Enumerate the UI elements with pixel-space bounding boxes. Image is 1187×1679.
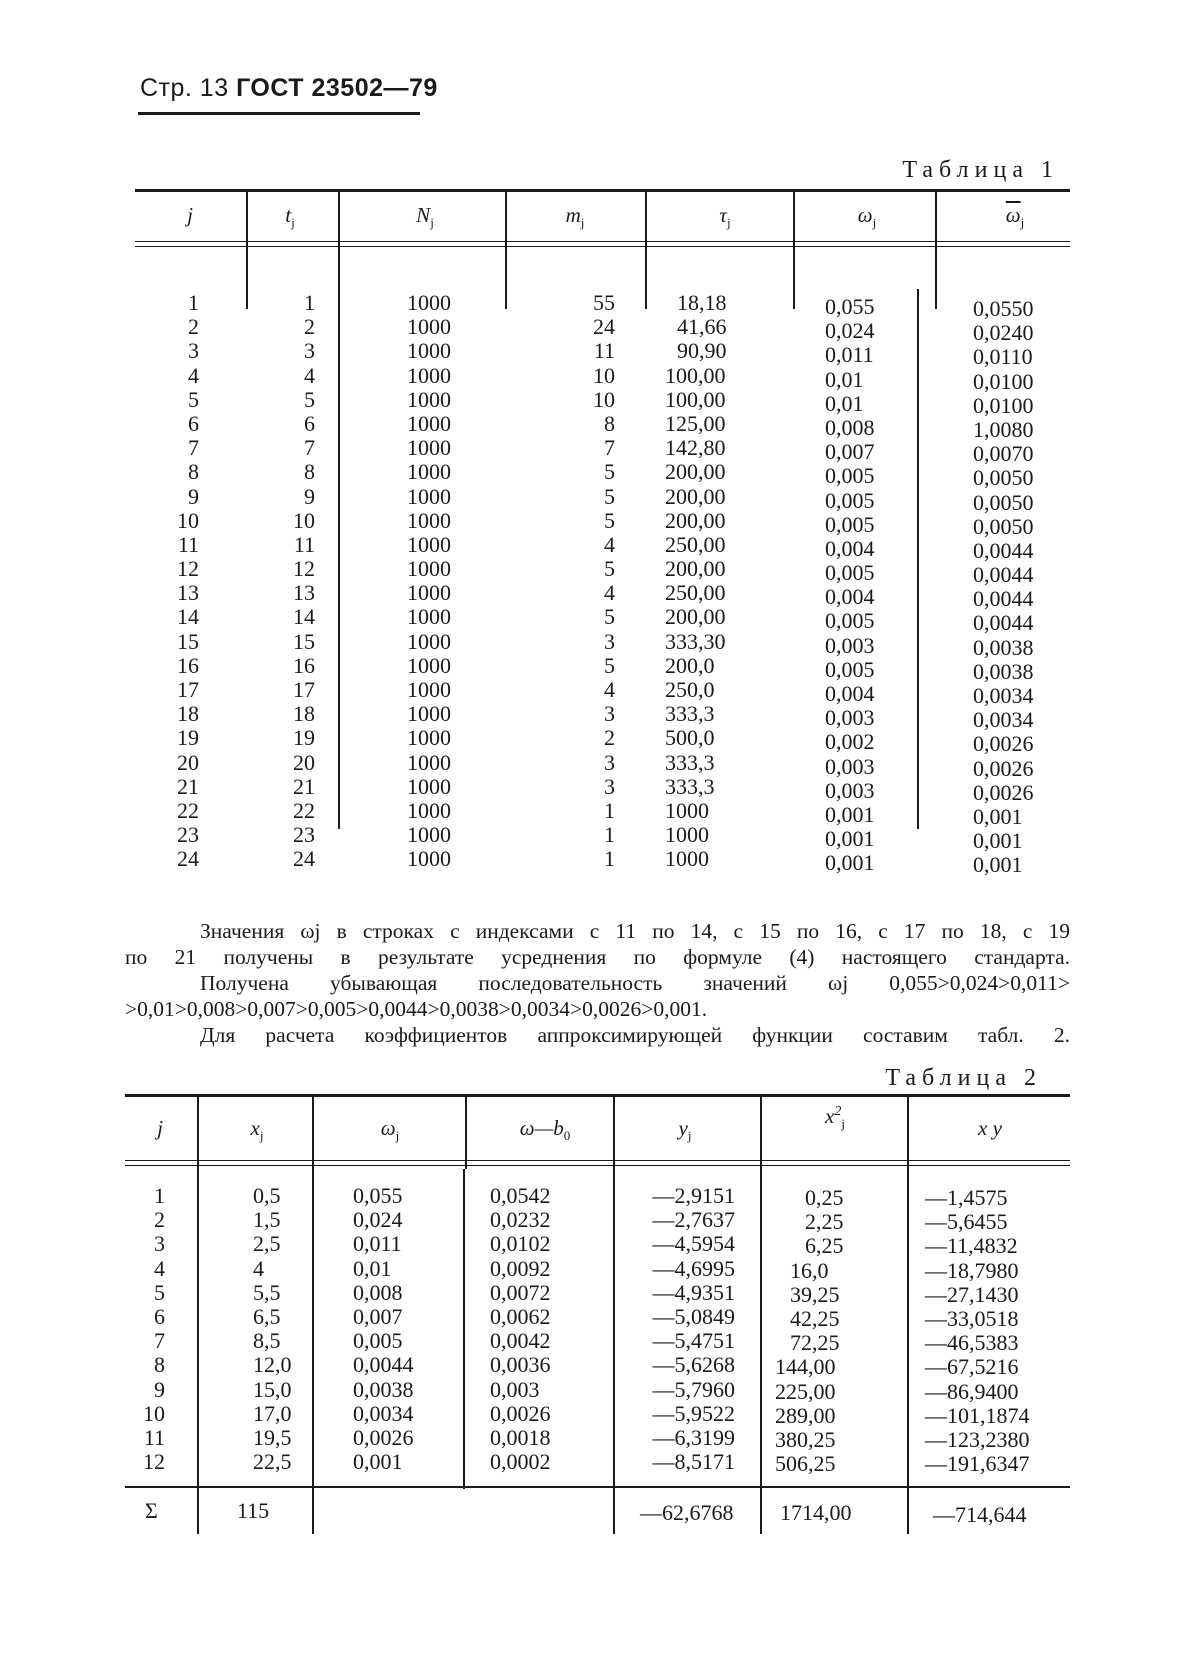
t2-head-j: j	[157, 1116, 163, 1140]
table2-sum-rule	[125, 1486, 1070, 1488]
t1-col-n: 1000 1000 1000 1000 1000 1000 1000 1000 1000 1000 1000 1000 1000 1000 1000 1000 1000 1000 1000 1000 1000 1000 1000 1000	[407, 290, 451, 872]
t2-head-x2: $x^2_j$	[825, 1104, 845, 1132]
table2-divider	[613, 1094, 615, 1534]
t2-sum-xy: —714,644	[933, 1502, 1027, 1527]
t2-head-y: $y_j$	[678, 1116, 692, 1144]
page-number: Стр. 13	[140, 74, 229, 102]
t1-col-omega: 0,055 0,024 0,011 0,01 0,01 0,008 0,007 0,005 0,005 0,005 0,004 0,005 0,004 0,005 0,003 0,005 0,004 0,003 0,002 0,003 0,003 0,001 0,001 0,001	[825, 294, 875, 876]
paragraph-line: Значения ωj в строках с индексами с 11 по 14, с 15 по 16, с 17 по 18, с 19	[200, 919, 1070, 943]
t1-col-tau: 18,18 41,66 90,90 100,00 100,00 125,00 142,80 200,00 200,00 200,00 250,00 200,00 250,00 200,00 333,30 200,0 250,0 333,3 500,0 333,3 333,3 1000 1000 1000	[665, 290, 727, 872]
t1-head-t: $t_j$	[285, 203, 295, 231]
t1-col-m: 55 24 11 10 10 8 7 5 5 5 4 5 4 5 3 5 4 3 2 3 3 1 1 1	[593, 290, 615, 872]
t2-head-omega-b0: $\omega—b_0$	[519, 1116, 571, 1144]
t2-head-xy: x y	[978, 1116, 1002, 1140]
t1-head-omega-bar: $\overline{\omega}_j$	[1005, 203, 1025, 231]
table2-divider	[465, 1094, 467, 1169]
t2-sum-y: —62,6768	[640, 1500, 734, 1525]
table2-top-rule	[125, 1094, 1070, 1097]
t2-head-omega: $\omega_j$	[380, 1116, 400, 1144]
t2-sum-x: 115	[237, 1498, 270, 1523]
body-text	[125, 918, 1070, 1048]
table2-divider	[312, 1094, 314, 1534]
table1-divider	[935, 189, 937, 309]
t2-col-omega: 0,055 0,024 0,011 0,01 0,008 0,007 0,005 0,0044 0,0038 0,0034 0,0026 0,001	[353, 1183, 414, 1475]
table2-divider	[197, 1094, 199, 1534]
paragraph-line: Для расчета коэффициентов аппроксимирующей функции составим табл. 2.	[200, 1023, 1070, 1047]
t2-col-x2: 0,25 2,25 6,25 16,0 39,25 42,25 72,25 144,00 225,00 289,00 380,25 506,25	[775, 1185, 844, 1477]
table1-divider	[645, 189, 647, 309]
table2-caption: Таблица 2	[885, 1065, 1042, 1091]
t1-col-omega-bar: 0,0550 0,0240 0,0110 0,0100 0,0100 1,0080 0,0070 0,0050 0,0050 0,0050 0,0044 0,0044 0,0044 0,0044 0,0038 0,0038 0,0034 0,0034 0,0026 0,0026 0,0026 0,001 0,001 0,001	[973, 296, 1034, 878]
paragraph-line: >0,01>0,008>0,007>0,005>0,0044>0,0038>0,0034>0,0026>0,001.	[125, 997, 708, 1021]
t2-sum-x2: 1714,00	[780, 1500, 852, 1525]
t1-head-n: $N_j$	[416, 203, 434, 231]
table2-divider	[907, 1094, 909, 1534]
t2-head-x: $x_j$	[250, 1116, 264, 1144]
table1	[135, 189, 1070, 878]
table1-divider	[246, 189, 248, 309]
table1-divider	[505, 189, 507, 309]
t2-sum-label: Σ	[145, 1498, 158, 1523]
t2-col-j: 1 2 3 4 5 6 7 8 9 10 11 12	[143, 1183, 165, 1475]
table2-divider	[760, 1094, 762, 1534]
t1-head-j: j	[187, 203, 193, 227]
paragraph-line: Получена убывающая последовательность значений ωj 0,055>0,024>0,011>	[200, 971, 1070, 995]
standard-number: ГОСТ 23502—79	[236, 74, 438, 102]
t1-head-omega: $\omega_j$	[857, 203, 877, 231]
table1-top-rule	[135, 189, 1070, 192]
table2-header-rule	[125, 1160, 1070, 1166]
table1-divider	[917, 289, 919, 829]
page-header	[140, 74, 438, 103]
table1-divider	[793, 189, 795, 309]
table2	[125, 1094, 1070, 1544]
table1-divider	[338, 189, 340, 829]
t2-col-xy: —1,4575 —5,6455 —11,4832 —18,7980 —27,1430 —33,0518 —46,5383 —67,5216 —86,9400 —101,1874 —123,2380 —191,6347	[925, 1185, 1030, 1477]
table1-caption: Таблица 1	[902, 157, 1059, 183]
t2-col-x: 0,5 1,5 2,5 4 5,5 6,5 8,5 12,0 15,0 17,0 19,5 22,5	[253, 1183, 292, 1475]
table1-header-rule	[135, 241, 1070, 247]
t1-head-m: $m_j$	[565, 203, 585, 231]
table2-divider	[463, 1169, 465, 1489]
t1-col-j: 1 2 3 4 5 6 7 8 9 10 11 12 13 14 15 16 17 18 19 20 21 22 23 24	[177, 290, 199, 872]
t1-head-tau: $\tau_j$	[719, 203, 731, 231]
header-underline	[138, 112, 420, 115]
t1-col-t: 1 2 3 4 5 6 7 8 9 10 11 12 13 14 15 16 17 18 19 20 21 22 23 24	[293, 290, 315, 872]
t2-col-omega-b0: 0,0542 0,0232 0,0102 0,0092 0,0072 0,0062 0,0042 0,0036 0,003 0,0026 0,0018 0,0002	[490, 1183, 551, 1475]
paragraph-line: по 21 получены в результате усреднения по формуле (4) настоящего стандарта.	[125, 945, 1070, 969]
t2-col-y: —2,9151 —2,7637 —4,5954 —4,6995 —4,9351 —5,0849 —5,4751 —5,6268 —5,7960 —5,9522 —6,3199 —8,5171	[652, 1183, 735, 1475]
